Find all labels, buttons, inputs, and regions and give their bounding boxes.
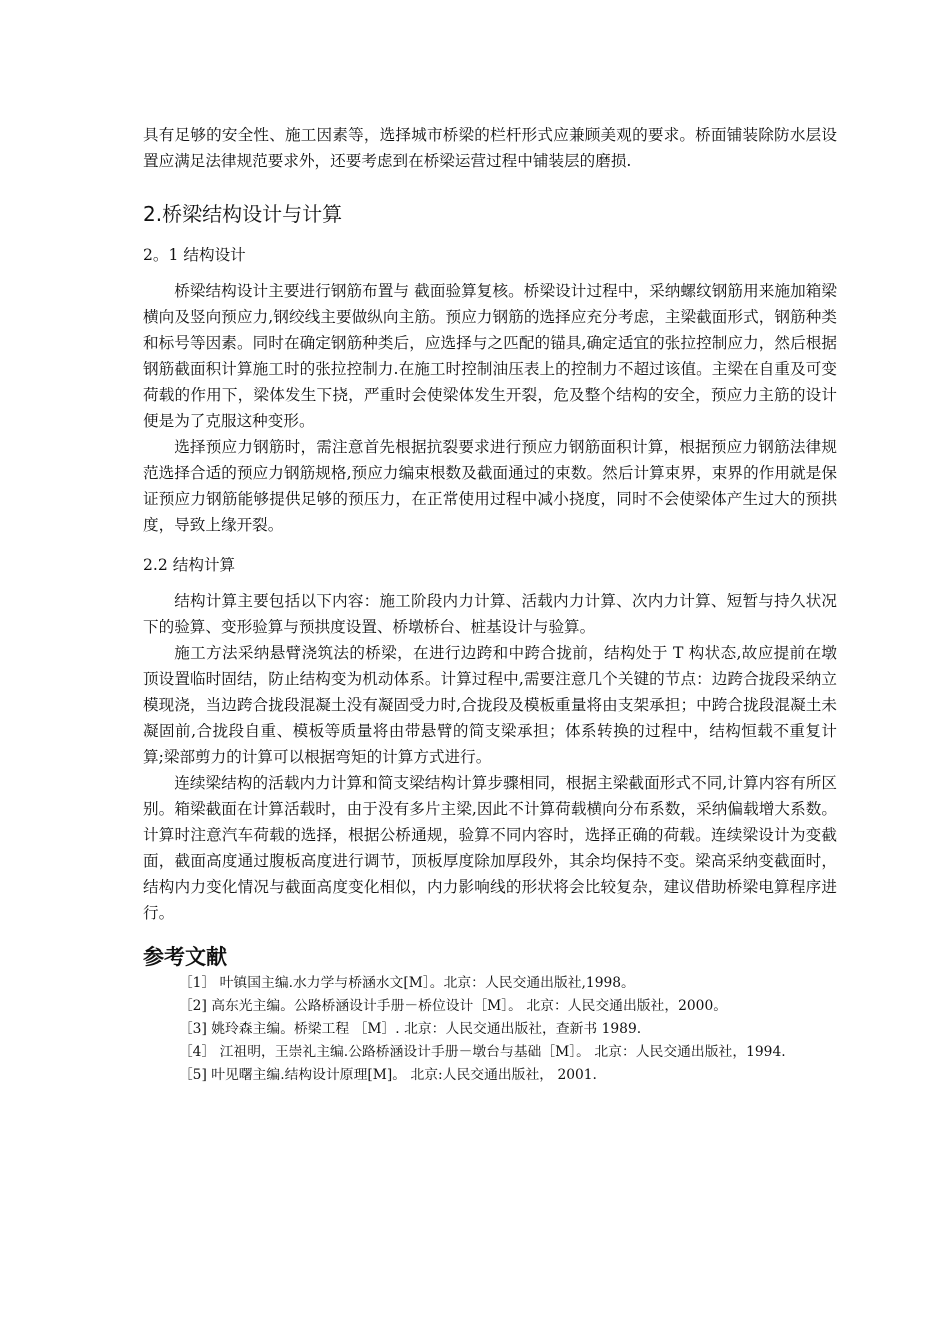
body-paragraph: 结构计算主要包括以下内容：施工阶段内力计算、活载内力计算、次内力计算、短暂与持久状况下的验算、变形验算与预拱度设置、桥墩桥台、桩基设计与验算。 [143, 592, 837, 636]
body-paragraph: 连续梁结构的活载内力计算和简支梁结构计算步骤相同，根据主梁截面形式不同,计算内容有所区别。箱梁截面在计算活载时，由于没有多片主梁,因此不计算荷载横向分布系数，采纳偏载增大系数。计算时注意汽车荷载的选择，根据公桥通规，验算不同内容时，选择正确的荷载。连续梁设计为变截面，截面高度通过腹板高度进行调节，顶板厚度除加厚段外，其余均保持不变。梁高采纳变截面时，结构内力变化情况与截面高度变化相似，内力影响线的形状将会比较复杂，建议借助桥梁电算程序进行。 [143, 774, 837, 922]
subsection-heading-structure-design: 2。1 结构设计 [143, 246, 246, 264]
reference-item: ［2] 高东光主编。公路桥涵设计手册－桥位设计［M］。 北京：人民交通出版社，2000。 [178, 998, 728, 1014]
subsection-heading-structure-calculation: 2.2 结构计算 [143, 556, 236, 574]
body-paragraph: 施工方法采纳悬臂浇筑法的桥梁，在进行边跨和中跨合拢前，结构处于 T 构状态,故应提前在墩顶设置临时固结，防止结构变为机动体系。计算过程中,需要注意几个关键的节点：边跨合拢段采纳立模现浇，当边跨合拢段混凝土没有凝固受力时,合拢段及模板重量将由支架承担；中跨合拢段混凝土未凝固前,合拢段自重、模板等质量将由带悬臂的简支梁承担；体系转换的过程中，结构恒载不重复计算;梁部剪力的计算可以根据弯矩的计算方式进行。 [143, 644, 837, 766]
reference-item: ［4］ 江祖明，王崇礼主编.公路桥涵设计手册－墩台与基础［M］。 北京：人民交通出版社，1994. [178, 1044, 786, 1060]
intro-paragraph: 具有足够的安全性、施工因素等，选择城市桥梁的栏杆形式应兼顾美观的要求。桥面铺装除防水层设置应满足法律规范要求外，还要考虑到在桥梁运营过程中铺装层的磨损. [143, 126, 837, 170]
body-paragraph: 选择预应力钢筋时，需注意首先根据抗裂要求进行预应力钢筋面积计算，根据预应力钢筋法律规范选择合适的预应力钢筋规格,预应力编束根数及截面通过的束数。然后计算束界，束界的作用就是保证预应力钢筋能够提供足够的预压力，在正常使用过程中减小挠度，同时不会使梁体产生过大的预拱度，导致上缘开裂。 [143, 438, 837, 534]
references-heading: 参考文献 [143, 945, 227, 969]
reference-item: ［5] 叶见曙主编.结构设计原理[M]。 北京:人民交通出版社， 2001. [178, 1067, 597, 1083]
reference-list [143, 972, 837, 1087]
body-paragraph: 桥梁结构设计主要进行钢筋布置与 截面验算复核。桥梁设计过程中，采纳螺纹钢筋用来施加箱梁横向及竖向预应力,钢绞线主要做纵向主筋。预应力钢筋的选择应充分考虑，主梁截面形式，钢筋种类和标号等因素。同时在确定钢筋种类后，应选择与之匹配的锚具,确定适宜的张拉控制应力，然后根据钢筋截面积计算施工时的张拉控制力.在施工时控制油压表上的控制力不超过该值。主梁在自重及可变荷载的作用下，梁体发生下挠，严重时会使梁体发生开裂，危及整个结构的安全，预应力主筋的设计便是为了克服这种变形。 [143, 282, 837, 430]
reference-item: ［3] 姚玲森主编。桥梁工程 ［M］. 北京：人民交通出版社，查新书 1989. [178, 1021, 642, 1037]
section-heading: 2.桥梁结构设计与计算 [143, 202, 343, 226]
document-page [143, 122, 837, 1087]
reference-item: ［1］ 叶镇国主编.水力学与桥涵水文[M］。北京：人民交通出版社,1998。 [178, 975, 635, 991]
